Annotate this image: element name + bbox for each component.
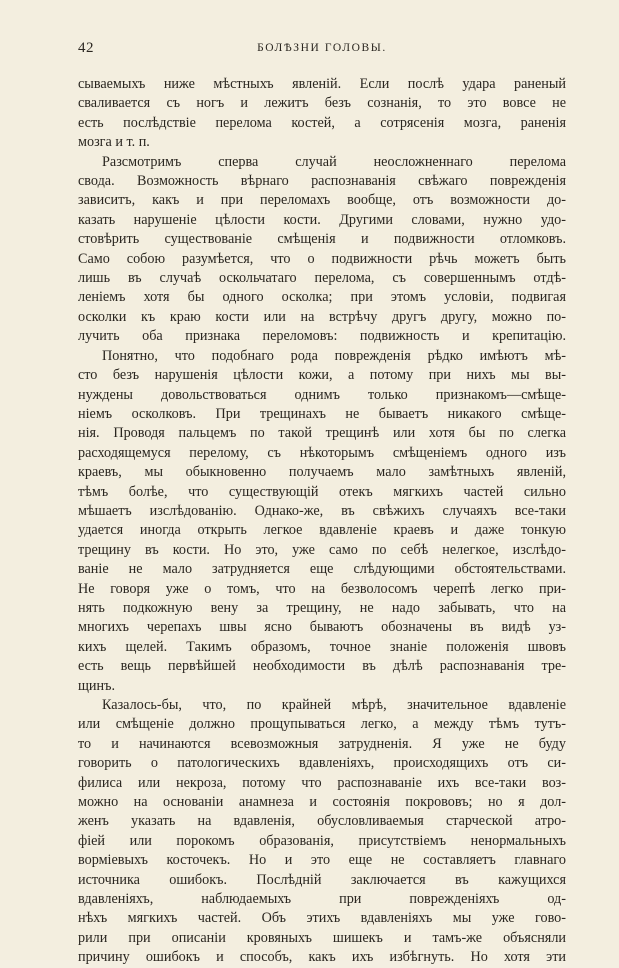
text-line: сываемыхъ ниже мѣстныхъ явленій. Если послѣ удара раненый: [78, 76, 566, 92]
text-line: Само собою разумѣется, что о подвижности рѣчь можетъ быть: [78, 250, 566, 267]
text-line: нѣхъ мягкихъ частей. Объ этихъ вдавленіяхъ мы уже гово-: [78, 910, 566, 927]
text-line: краевъ, мы обыкновенно получаемъ мало замѣтныхъ явленій,: [78, 464, 566, 481]
text-line: мѣшаетъ изслѣдованію. Однако-же, въ свѣжихъ случаяхъ все-таки: [78, 502, 566, 519]
text-line: нія. Проводя пальцемъ по такой трещинѣ или хотя бы по слегка: [78, 425, 566, 442]
text-line: есть послѣдствіе перелома костей, а сотрясенія мозга, раненія: [78, 114, 566, 131]
text-line: фіей или порокомъ образованія, присутствіемъ ненормальныхъ: [78, 832, 566, 849]
text-line: удается иногда открыть легкое вдавленіе краевъ и даже тонкую: [78, 522, 566, 539]
text-line: лучить оба признака переломовъ: подвижность и крепитацію.: [78, 328, 566, 345]
text-line: или смѣщеніе должно прощупываться легко, а между тѣмъ тутъ-: [78, 716, 566, 733]
text-line: сваливается съ ногъ и лежитъ безъ сознанія, то это вовсе не: [78, 95, 566, 112]
text-line: стовѣрить существованіе смѣщенія и подвижности отломковъ.: [78, 231, 566, 248]
running-title: БОЛѢЗНИ ГОЛОВЫ.: [257, 42, 387, 54]
text-line: ваніе не мало затрудняется еще слѣдующими обстоятельствами.: [78, 561, 566, 578]
text-line: источника ошибокъ. Послѣдній заключается въ кажущихся: [78, 871, 566, 888]
text-line: мозга и т. п.: [78, 134, 150, 151]
text-line: кихъ щелей. Такимъ образомъ, точное знаніе положенія швовъ: [78, 638, 566, 655]
text-line: леніемъ хотя бы одного осколка; при этомъ условіи, подвигая: [78, 289, 566, 306]
text-line: зависитъ, какъ и при переломахъ вообще, отъ возможности до-: [78, 192, 566, 209]
text-line: сто безъ нарушенія цѣлости кожи, а потому при нихъ мы вы-: [78, 367, 566, 384]
text-line: расходящемуся перелому, съ нѣкоторымъ смѣщеніемъ одного изъ: [78, 444, 566, 461]
page-number: 42: [78, 40, 94, 56]
paragraph: [78, 75, 566, 153]
text-line: говорить о патологическихъ вдавленіяхъ, происходящихъ отъ си-: [78, 755, 566, 772]
text-line: Казалось-бы, что, по крайней мѣрѣ, значительное вдавленіе: [102, 697, 566, 713]
text-line: причину ошибокъ и способъ, какъ ихъ избѣгнуть. Но хотя эти: [78, 949, 566, 966]
text-line: лишь въ случаѣ оскольчатаго перелома, съ совершеннымъ отдѣ-: [78, 270, 566, 287]
text-line: Разсмотримъ сперва случай неосложненнаго перелома: [102, 153, 566, 170]
text-line: щинъ.: [78, 677, 115, 694]
text-line: казать нарушеніе цѣлости кости. Другими словами, нужно удо-: [78, 211, 566, 228]
text-line: ніемъ осколковъ. При трещинахъ не бываетъ никакого смѣще-: [78, 405, 566, 422]
paragraph: [78, 696, 566, 968]
text-line: то и начинаются всевозможныя затрудненія. Я уже не буду: [78, 735, 566, 752]
text-line: женъ указать на вдавленія, обусловливаемыя старческой атро-: [78, 813, 566, 830]
text-line: свода. Возможность вѣрнаго распознаванія свѣжаго поврежденія: [78, 173, 566, 190]
page-header: [78, 40, 566, 62]
text-line: можно на основаніи анамнеза и состоянія покрововъ; но я дол-: [78, 794, 566, 811]
text-line: вдавленіяхъ, наблюдаемыхъ при поврежденіяхъ од-: [78, 891, 566, 908]
paragraph: [78, 153, 566, 347]
text-line: ворміевыхъ косточекъ. Но и это еще не составляетъ главнаго: [78, 852, 566, 869]
body-text: [78, 75, 566, 968]
text-line: Не говоря уже о томъ, что на безволосомъ черепѣ легко при-: [78, 580, 566, 597]
text-line: есть вещь первѣйшей необходимости въ дѣлѣ распознаванія тре-: [78, 658, 566, 675]
text-line: нять подкожную вену за трещину, не надо забывать, что на: [78, 599, 566, 616]
text-line: Понятно, что подобнаго рода поврежденія рѣдко имѣютъ мѣ-: [102, 347, 566, 364]
text-line: осколки къ краю кости или на встрѣчу другъ другу, можно по-: [78, 308, 566, 325]
text-line: многихъ черепахъ швы ясно бываютъ обозначены въ видѣ уз-: [78, 619, 566, 636]
text-line: трещину въ кости. Но это, уже само по себѣ нелегкое, изслѣдо-: [78, 541, 566, 558]
text-line: тѣмъ болѣе, что существующій отекъ мягкихъ частей сильно: [78, 483, 566, 500]
text-line: филиса или некроза, потому что распознаваніе ихъ все-таки воз-: [78, 774, 566, 791]
text-line: рили при описаніи кровяныхъ шишекъ и тамъ-же объясняли: [78, 929, 566, 946]
paragraph: [78, 347, 566, 696]
text-line: нуждены довольствоваться однимъ только признакомъ—смѣще-: [78, 386, 566, 403]
